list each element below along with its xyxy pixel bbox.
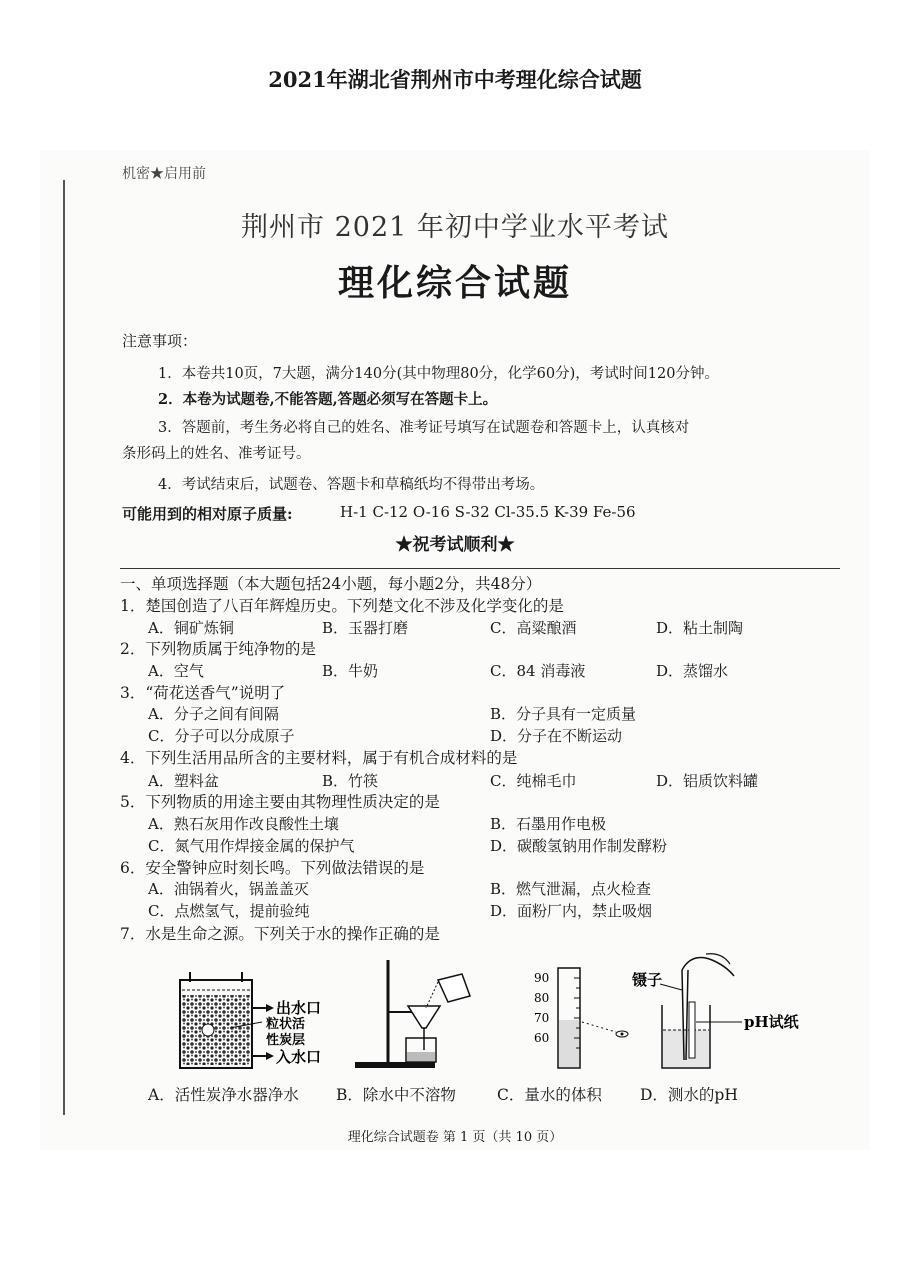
question-7-option-d: D．测水的pH [640,1086,738,1104]
question-3-option-a: A．分子之间有间隔 [148,705,279,723]
cylinder-tick-70: 70 [534,1011,550,1025]
question-1-option-c: C．高粱酿酒 [490,619,577,637]
question-1-option-d: D．粘土制陶 [656,619,744,637]
binding-margin-line [63,180,65,1115]
question-1-stem: 1．楚国创造了八百年辉煌历史。下列楚文化不涉及化学变化的是 [120,597,564,615]
question-4-option-d: D．铝质饮料罐 [656,772,759,790]
question-6-option-d: D．面粉厂内，禁止吸烟 [490,902,653,920]
question-7-figures [170,950,799,1080]
question-5-stem: 5．下列物质的用途主要由其物理性质决定的是 [120,793,440,811]
question-5-option-a: A．熟石灰用作改良酸性土壤 [148,815,339,833]
label-carbon-layer-2: 性炭层 [266,1033,306,1048]
question-2-option-d: D．蒸馏水 [656,662,729,680]
label-tweezers: 镊子 [632,971,663,989]
section-divider [120,568,840,569]
document-title: 2021年湖北省荆州市中考理化综合试题 [268,67,642,92]
question-2-option-b: B．牛奶 [322,662,379,680]
question-3-option-b: B．分子具有一定质量 [490,705,637,723]
question-2-option-c: C．84 消毒液 [490,662,586,680]
good-luck-banner: ★祝考试顺利★ [395,535,515,555]
note-item-3: 3．答题前，考生务必将自己的姓名、准考证号填写在试题卷和答题卡上，认真核对 [158,420,690,436]
figure-a-carbon-purifier [180,972,274,1068]
question-7-option-c: C．量水的体积 [497,1086,602,1104]
question-2-option-a: A．空气 [148,662,204,680]
atomic-masses-values: H-1 C-12 O-16 S-32 Cl-35.5 K-39 Fe-56 [340,503,636,521]
question-4-option-c: C．纯棉毛巾 [490,772,577,790]
question-1-option-b: B．玉器打磨 [322,619,409,637]
page-footer: 理化综合试题卷 第 1 页（共 10 页） [347,1130,563,1145]
exam-name: 荆州市 2021 年初中学业水平考试 [241,212,669,243]
question-4-stem: 4．下列生活用品所含的主要材料，属于有机合成材料的是 [120,749,518,767]
question-2-stem: 2．下列物质属于纯净物的是 [120,640,316,658]
label-carbon-layer-1: 粒状活 [266,1017,306,1032]
section-title: 一、单项选择题（本大题包括24小题，每小题2分，共48分） [120,575,542,593]
notes-heading: 注意事项： [122,332,198,350]
figure-b-filtration [355,960,470,1068]
question-6-option-c: C．点燃氢气，提前验纯 [148,902,310,920]
label-outlet: 出水口 [276,999,322,1017]
figure-c-graduated-cylinder [558,968,628,1068]
question-4-option-a: A．塑料盆 [148,772,219,790]
label-inlet: 入水口 [276,1048,322,1066]
cylinder-tick-80: 80 [534,991,550,1005]
label-ph-paper: pH试纸 [744,1013,799,1031]
question-6-option-b: B．燃气泄漏，点火检查 [490,880,652,898]
paper-title: 理化综合试题 [337,262,572,304]
confidential-label: 机密★启用前 [122,166,206,182]
question-6-option-a: A．油锅着火，锅盖盖灭 [148,880,309,898]
question-4-option-b: B．竹筷 [322,772,379,790]
question-5-option-b: B．石墨用作电极 [490,815,607,833]
question-3-stem: 3．“荷花送香气”说明了 [120,684,286,702]
question-7-option-b: B．除水中不溶物 [336,1086,456,1104]
question-7-stem: 7．水是生命之源。下列关于水的操作正确的是 [120,925,440,943]
note-item-4: 4．考试结束后，试题卷、答题卡和草稿纸均不得带出考场。 [158,477,545,493]
note-item-2: 2．本卷为试题卷,不能答题,答题必须写在答题卡上。 [158,391,498,408]
question-7-option-a: A．活性炭净水器净水 [148,1086,299,1104]
cylinder-tick-60: 60 [534,1031,550,1045]
question-5-option-d: D．碳酸氢钠用作制发酵粉 [490,837,668,855]
question-5-option-c: C．氮气用作焊接金属的保护气 [148,837,355,855]
cylinder-tick-90: 90 [534,971,550,985]
figure-d-ph-measurement [660,954,742,1068]
note-item-1: 1．本卷共10页，7大题，满分140分(其中物理80分，化学60分)，考试时间120分钟。 [158,366,719,382]
question-6-stem: 6．安全警钟应时刻长鸣。下列做法错误的是 [120,859,425,877]
question-1-option-a: A．铜矿炼铜 [148,619,234,637]
note-item-3-cont: 条形码上的姓名、准考证号。 [122,446,311,462]
question-3-option-c: C．分子可以分成原子 [148,727,295,745]
question-3-option-d: D．分子在不断运动 [490,727,623,745]
atomic-masses-label: 可能用到的相对原子质量: [122,505,293,523]
